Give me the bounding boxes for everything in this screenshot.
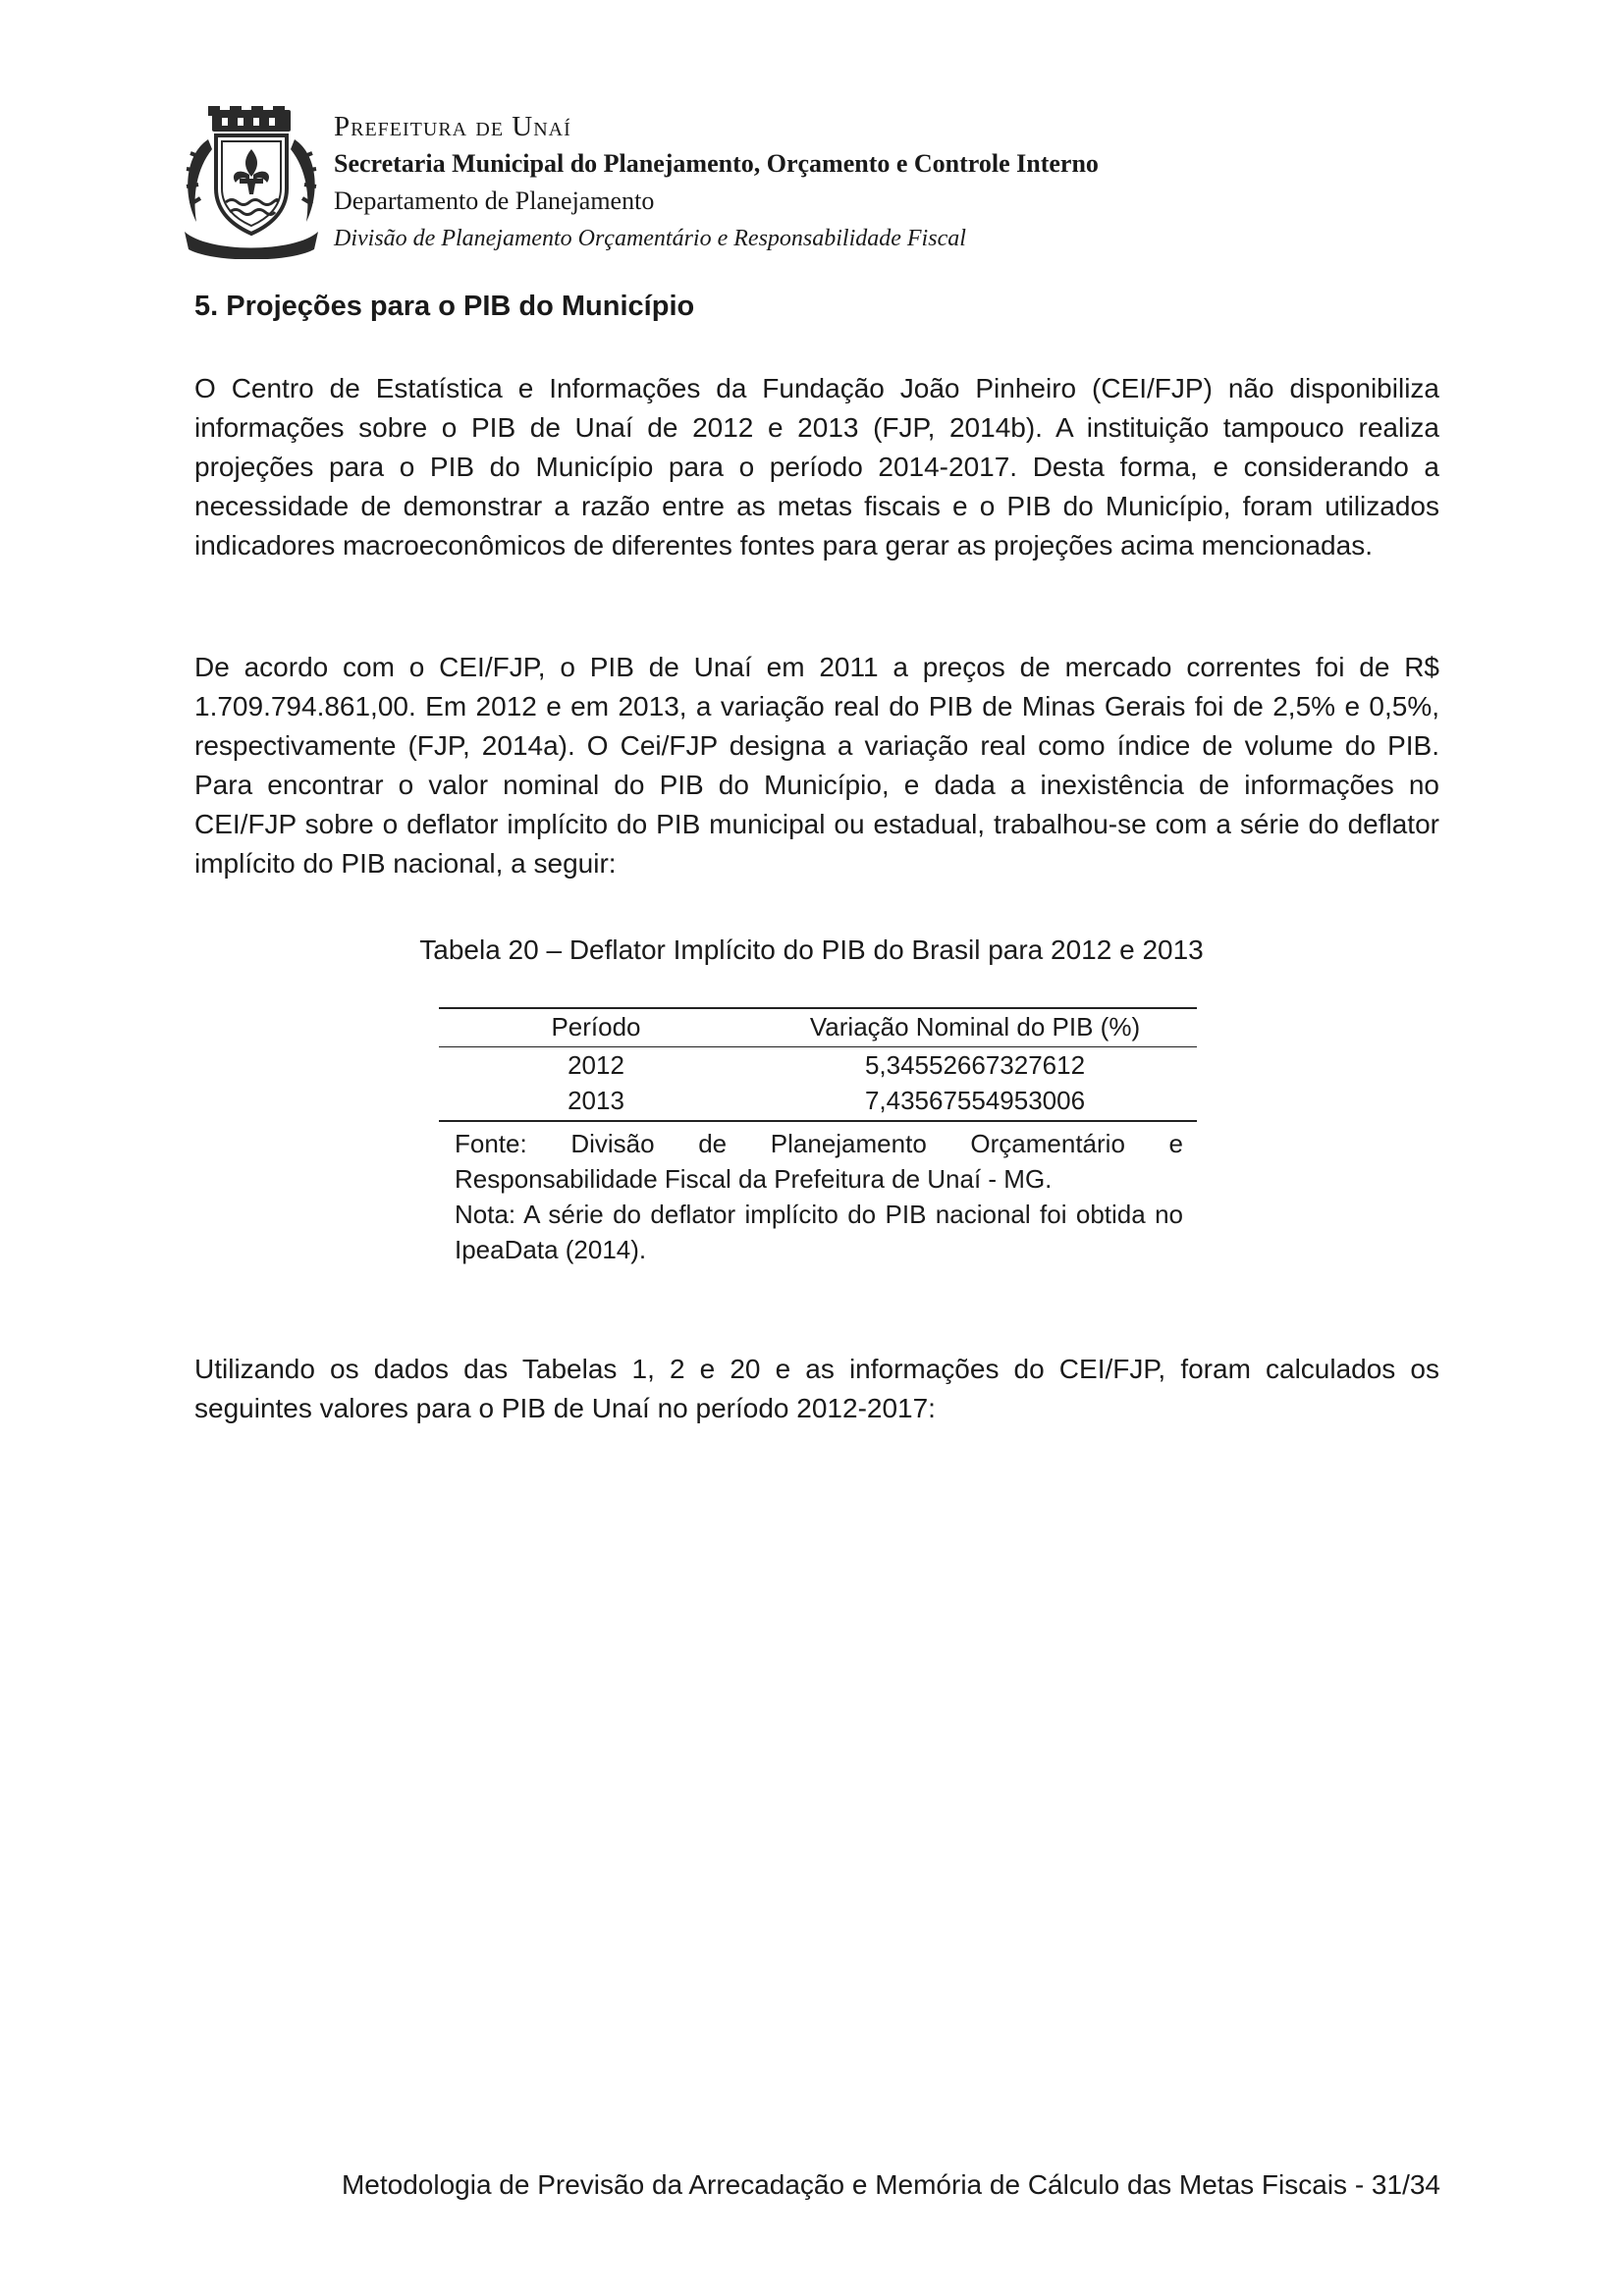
secretariat-name: Secretaria Municipal do Planejamento, Orçamento e Controle Interno — [334, 149, 1099, 178]
deflator-table — [439, 1007, 1197, 1122]
column-header-period: Período — [439, 1008, 753, 1047]
paragraph-intro: O Centro de Estatística e Informações da Fundação João Pinheiro (CEI/FJP) não disponibiliza informações sobre o PIB de Unaí de 2012 e 2013 (FJP, 2014b). A instituição tampouco realiza projeções para o PIB do Município para o período 2014-2017. Desta forma, e considerando a necessidade de demonstrar a razão entre as metas fiscais e o PIB do Município, foram utilizados indicadores macroeconômicos de diferentes fontes para gerar as projeções acima mencionadas. — [194, 373, 1439, 561]
paragraph-conclusion: Utilizando os dados das Tabelas 1, 2 e 20 e as informações do CEI/FJP, foram calculados os seguintes valores para o PIB de Unaí no período 2012-2017: — [194, 1354, 1439, 1423]
table-header-row — [439, 1008, 1197, 1047]
municipal-coat-of-arms-icon — [179, 106, 324, 259]
letterhead-text — [334, 106, 1099, 257]
cell-period: 2012 — [568, 1050, 624, 1080]
section-title: 5. Projeções para o PIB do Município — [194, 291, 695, 322]
cell-period: 2013 — [439, 1083, 753, 1121]
department-name: Departamento de Planejamento — [334, 187, 655, 215]
cell-variation: 5,34552667327612 — [864, 1050, 1086, 1080]
division-name: Divisão de Planejamento Orçamentário e Responsabilidade Fiscal — [334, 226, 966, 251]
table-caption: Tabela 20 – Deflator Implícito do PIB do Brasil para 2012 e 2013 — [419, 934, 1204, 965]
deflator-table-block — [439, 1007, 1197, 1267]
table-notes — [439, 1126, 1197, 1267]
page-footer: Metodologia de Previsão da Arrecadação e Memória de Cálculo das Metas Fiscais - 31/34 — [341, 2169, 1440, 2200]
cell-variation: 7,43567554953006 — [753, 1083, 1197, 1121]
column-header-variation: Variação Nominal do PIB (%) — [753, 1008, 1197, 1047]
letterhead — [179, 106, 1259, 263]
paragraph-methodology: De acordo com o CEI/FJP, o PIB de Unaí em 2011 a preços de mercado correntes foi de R$ 1.709.794.861,00. Em 2012 e em 2013, a variação real do PIB de Minas Gerais foi de 2,5% e 0,5%, respectivamente (FJP, 2014a). O Cei/FJP designa a variação real como índice de volume do PIB. Para encontrar o valor nominal do PIB do Município, e dada a inexistência de informações no CEI/FJP sobre o deflator implícito do PIB municipal ou estadual, trabalhou-se com a série do deflator implícito do PIB nacional, a seguir: — [194, 652, 1439, 879]
table-source: Fonte: Divisão de Planejamento Orçamentário e Responsabilidade Fiscal da Prefeitura de Unaí - MG. — [455, 1129, 1183, 1194]
organization-name: Prefeitura de Unaí — [334, 111, 571, 142]
table-row — [439, 1047, 1197, 1084]
table-note: Nota: A série do deflator implícito do PIB nacional foi obtida no IpeaData (2014). — [455, 1200, 1183, 1264]
table-row — [439, 1083, 1197, 1121]
